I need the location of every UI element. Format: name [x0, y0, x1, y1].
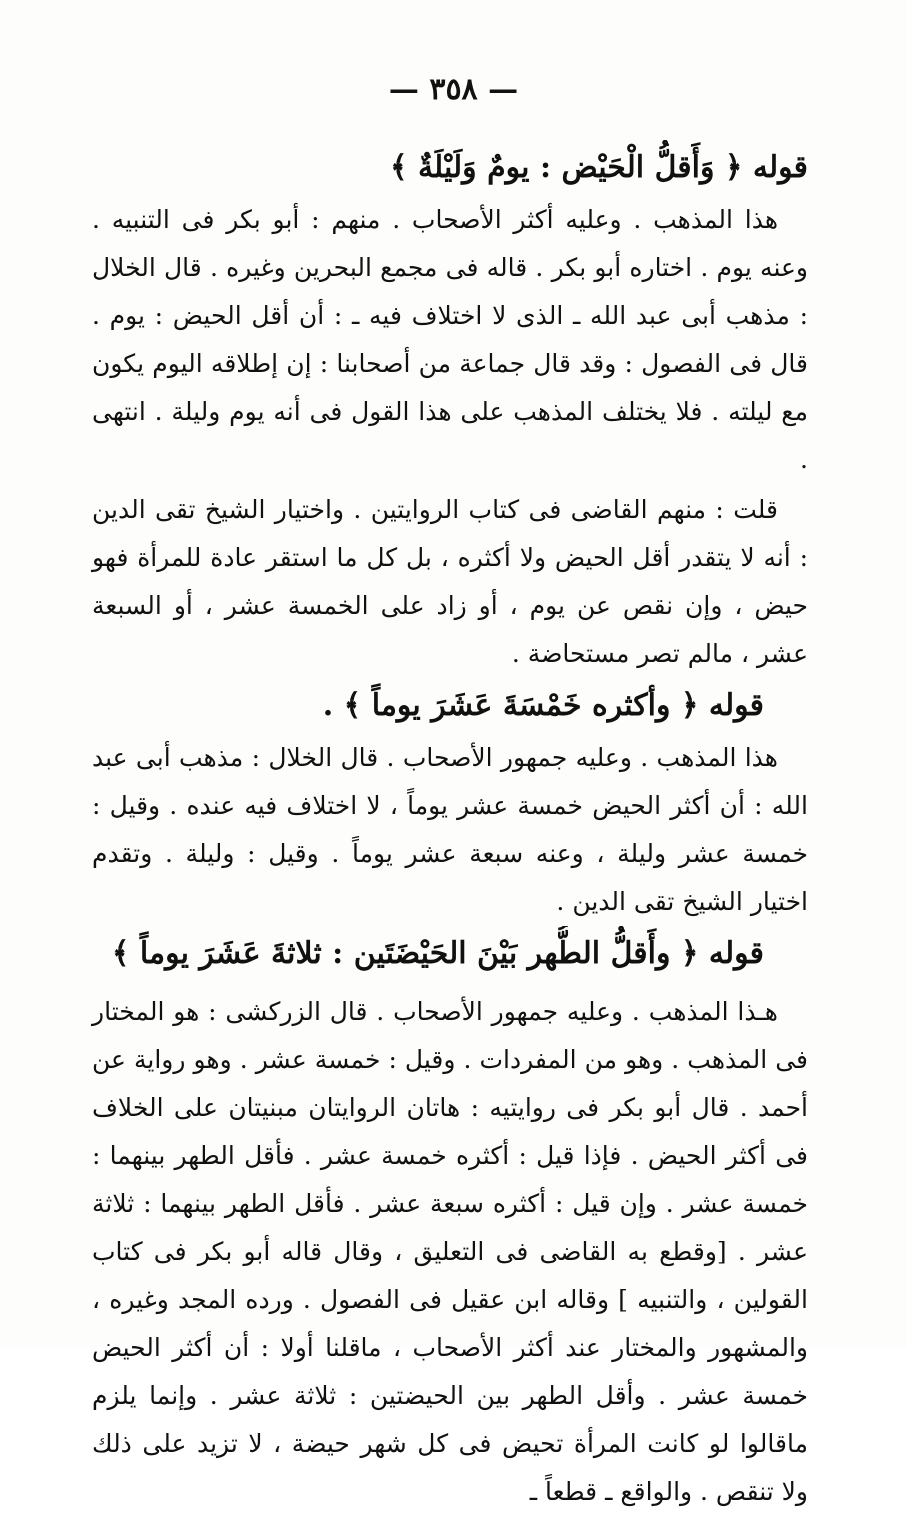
paragraph — [92, 196, 808, 484]
page-number: — ٣٥٨ — — [388, 72, 519, 107]
paragraph-text: هذا المذهب . وعليه جمهور الأصحاب . قال الخلال : مذهب أبى عبد الله : أن أكثر الحيض خمسة عشر يوماً ، لا اختلاف فيه عنده . وقيل : خمسة عشر وليلة ، وعنه سبعة عشر يوماً . وقيل : وليلة . وتقدم اختيار الشيخ تقى الدين . — [92, 743, 808, 916]
paragraph-text: هذا المذهب . وعليه أكثر الأصحاب . منهم : أبو بكر فى التنبيه . وعنه يوم . اختاره أبو بكر . قاله فى مجمع البحرين وغيره . قال الخلال : مذهب أبى عبد الله ـ الذى لا اختلاف فيه ـ : أن أقل الحيض : يوم . قال فى الفصول : وقد قال جماعة من أصحابنا : إن إطلاقه اليوم يكون مع ليلته . فلا يختلف المذهب على هذا القول فى أنه يوم وليلة . انتهى . — [92, 205, 808, 474]
section-heading-max-haid: قوله ﴿ وأكثره خَمْسَةَ عَشَرَ يوماً ﴾ . — [322, 688, 764, 723]
paragraph — [92, 734, 808, 926]
section-heading-min-tuhr: قوله ﴿ وأَقلُّ الطُّهر بَيْنَ الحَيْضَتَين : ثلاثةَ عَشَرَ يوماً ﴾ — [111, 936, 764, 971]
section-heading-min-haid: قوله ﴿ وَأَقلُّ الْحَيْض : يومٌ وَلَيْلَةٌ ﴾ — [389, 150, 808, 185]
paragraph — [92, 486, 808, 678]
page-body — [92, 140, 808, 1516]
paragraph-text: هـذا المذهب . وعليه جمهور الأصحاب . قال الزركشى : هو المختار فى المذهب . وهو من المفردات . وقيل : خمسة عشر . وهو رواية عن أحمد . قال أبو بكر فى روايتيه : هاتان الروايتان مبنيتان على الخلاف فى أكثر الحيض . فإذا قيل : أكثره خمسة عشر . فأقل الطهر بينهما : خمسة عشر . وإن قيل : أكثره سبعة عشر . فأقل الطهر بينهما : ثلاثة عشر . [وقطع به القاضى فى التعليق ، وقال قاله أبو بكر فى كتاب القولين ، والتنبيه ] وقاله ابن عقيل فى الفصول . ورده المجد وغيره ، والمشهور والمختار عند أكثر الأصحاب ، ماقلنا أولا : أن أكثر الحيض خمسة عشر . وأقل الطهر بين الحيضتين : ثلاثة عشر . وإنما يلزم ماقالوا لو كانت المرأة تحيض فى كل شهر حيضة ، لا تزيد على ذلك ولا تنقص . والواقع ـ قطعاً ـ — [92, 997, 808, 1506]
paragraph — [92, 988, 808, 1516]
paragraph-text: قلت : منهم القاضى فى كتاب الروايتين . واختيار الشيخ تقى الدين : أنه لا يتقدر أقل الحيض ولا أكثره ، بل كل ما استقر عادة للمرأة فهو حيض ، وإن نقص عن يوم ، أو زاد على الخمسة عشر ، أو السبعة عشر ، مالم تصر مستحاضة . — [92, 495, 808, 668]
